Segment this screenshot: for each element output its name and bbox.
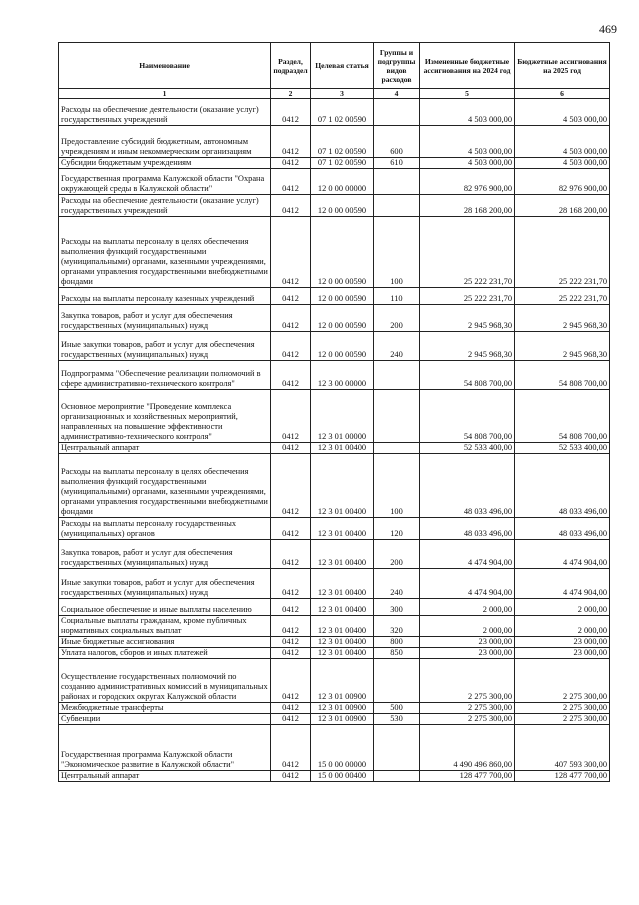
row-value-2025: 2 000,00: [515, 599, 610, 616]
row-group: [374, 99, 420, 126]
row-section: 0412: [271, 703, 311, 714]
row-section: 0412: [271, 288, 311, 305]
row-name: Осуществление государственных полномочий по созданию административных комиссий в муниципальных районах и городских округах Калужской области: [59, 659, 271, 703]
row-value-2025: 2 000,00: [515, 616, 610, 637]
row-target: 07 1 02 00590: [311, 99, 374, 126]
row-target: 12 3 01 00400: [311, 599, 374, 616]
table-row: [59, 454, 610, 518]
row-target: 12 0 00 00590: [311, 217, 374, 288]
row-group: [374, 771, 420, 782]
row-name: Субсидии бюджетным учреждениям: [59, 158, 271, 169]
row-value-2025: 2 945 968,30: [515, 305, 610, 332]
row-group: 200: [374, 305, 420, 332]
row-group: 200: [374, 540, 420, 569]
row-group: 850: [374, 648, 420, 659]
header-budget-2025: Бюджетные ассигнования на 2025 год: [515, 43, 610, 89]
row-section: 0412: [271, 725, 311, 771]
row-group: 100: [374, 454, 420, 518]
row-value-2024: 2 945 968,30: [420, 332, 515, 361]
row-name: Подпрограмма "Обеспечение реализации полномочий в сфере административно-технического контроля": [59, 361, 271, 390]
row-section: 0412: [271, 518, 311, 540]
page-number: 469: [599, 22, 617, 36]
row-section: 0412: [271, 390, 311, 443]
row-section: 0412: [271, 648, 311, 659]
row-target: 12 3 01 00400: [311, 569, 374, 599]
row-group: [374, 659, 420, 703]
row-name: Расходы на выплаты персоналу в целях обеспечения выполнения функций государственными (муниципальными) органами, казенными учреждениями, органами управления государственными внебюджетными фондами: [59, 454, 271, 518]
row-name: Социальные выплаты гражданам, кроме публичных нормативных социальных выплат: [59, 616, 271, 637]
row-value-2024: 2 000,00: [420, 616, 515, 637]
row-name: Государственная программа Калужской области "Экономическое развитие в Калужской области": [59, 725, 271, 771]
row-value-2025: 52 533 400,00: [515, 443, 610, 454]
row-name: Иные закупки товаров, работ и услуг для обеспечения государственных (муниципальных) нужд: [59, 332, 271, 361]
row-section: 0412: [271, 637, 311, 648]
row-value-2025: 2 275 300,00: [515, 659, 610, 703]
row-group: 800: [374, 637, 420, 648]
row-group: [374, 443, 420, 454]
row-value-2024: 54 808 700,00: [420, 361, 515, 390]
row-section: 0412: [271, 771, 311, 782]
row-target: 07 1 02 00590: [311, 158, 374, 169]
row-name: Центральный аппарат: [59, 771, 271, 782]
row-group: 500: [374, 703, 420, 714]
row-value-2025: 407 593 300,00: [515, 725, 610, 771]
table-row: [59, 616, 610, 637]
row-name: Расходы на обеспечение деятельности (оказание услуг) государственных учреждений: [59, 195, 271, 217]
row-value-2025: 54 808 700,00: [515, 390, 610, 443]
row-value-2025: 82 976 900,00: [515, 169, 610, 195]
row-target: 12 3 01 00400: [311, 648, 374, 659]
row-section: 0412: [271, 659, 311, 703]
row-target: 12 3 01 00900: [311, 703, 374, 714]
row-value-2024: 128 477 700,00: [420, 771, 515, 782]
row-group: 530: [374, 714, 420, 725]
row-section: 0412: [271, 361, 311, 390]
row-value-2024: 28 168 200,00: [420, 195, 515, 217]
row-value-2024: 25 222 231,70: [420, 217, 515, 288]
table-row: [59, 332, 610, 361]
header-target: Целевая статья: [311, 43, 374, 89]
row-section: 0412: [271, 169, 311, 195]
row-group: 240: [374, 332, 420, 361]
row-target: 12 3 01 00400: [311, 518, 374, 540]
row-target: 12 3 01 00400: [311, 616, 374, 637]
row-name: Закупка товаров, работ и услуг для обеспечения государственных (муниципальных) нужд: [59, 305, 271, 332]
row-value-2025: 25 222 231,70: [515, 288, 610, 305]
row-section: 0412: [271, 599, 311, 616]
row-name: Иные закупки товаров, работ и услуг для обеспечения государственных (муниципальных) нужд: [59, 569, 271, 599]
column-number: 5: [420, 89, 515, 99]
row-target: 15 0 00 00400: [311, 771, 374, 782]
row-value-2025: 28 168 200,00: [515, 195, 610, 217]
table-row: [59, 390, 610, 443]
table-header-row: [59, 43, 610, 89]
row-value-2025: 2 275 300,00: [515, 714, 610, 725]
row-target: 12 0 00 00590: [311, 305, 374, 332]
row-group: [374, 725, 420, 771]
row-target: 12 0 00 00590: [311, 195, 374, 217]
table-row: [59, 599, 610, 616]
row-value-2025: 4 474 904,00: [515, 540, 610, 569]
column-number: 6: [515, 89, 610, 99]
table-row: [59, 126, 610, 158]
row-value-2025: 25 222 231,70: [515, 217, 610, 288]
row-value-2024: 4 490 496 860,00: [420, 725, 515, 771]
row-name: Центральный аппарат: [59, 443, 271, 454]
row-group: [374, 361, 420, 390]
table-row: [59, 659, 610, 703]
row-section: 0412: [271, 454, 311, 518]
table-row: [59, 714, 610, 725]
row-group: 300: [374, 599, 420, 616]
table-row: [59, 443, 610, 454]
row-value-2025: 128 477 700,00: [515, 771, 610, 782]
table-row: [59, 637, 610, 648]
table-body: [59, 99, 610, 782]
table-row: [59, 540, 610, 569]
row-section: 0412: [271, 126, 311, 158]
row-group: 320: [374, 616, 420, 637]
row-value-2024: 2 945 968,30: [420, 305, 515, 332]
row-value-2025: 2 275 300,00: [515, 703, 610, 714]
column-number-row: [59, 89, 610, 99]
table-row: [59, 99, 610, 126]
row-name: Закупка товаров, работ и услуг для обеспечения государственных (муниципальных) нужд: [59, 540, 271, 569]
row-target: 12 3 01 00400: [311, 637, 374, 648]
row-section: 0412: [271, 569, 311, 599]
row-target: 12 3 00 00000: [311, 361, 374, 390]
row-section: 0412: [271, 217, 311, 288]
row-value-2025: 23 000,00: [515, 648, 610, 659]
row-group: 120: [374, 518, 420, 540]
header-groups: Группы и подгруппы видов расходов: [374, 43, 420, 89]
row-value-2024: 4 503 000,00: [420, 158, 515, 169]
row-value-2025: 4 503 000,00: [515, 126, 610, 158]
row-name: Уплата налогов, сборов и иных платежей: [59, 648, 271, 659]
row-value-2024: 4 503 000,00: [420, 99, 515, 126]
column-number: 3: [311, 89, 374, 99]
row-value-2024: 4 474 904,00: [420, 540, 515, 569]
row-section: 0412: [271, 158, 311, 169]
row-group: [374, 390, 420, 443]
row-section: 0412: [271, 99, 311, 126]
row-name: Расходы на обеспечение деятельности (оказание услуг) государственных учреждений: [59, 99, 271, 126]
row-section: 0412: [271, 332, 311, 361]
column-number: 1: [59, 89, 271, 99]
row-value-2024: 23 000,00: [420, 648, 515, 659]
row-value-2024: 2 275 300,00: [420, 659, 515, 703]
column-number: 2: [271, 89, 311, 99]
budget-table: [58, 42, 610, 782]
header-name: Наименование: [59, 43, 271, 89]
row-target: 12 3 01 00400: [311, 540, 374, 569]
row-value-2025: 48 033 496,00: [515, 454, 610, 518]
row-section: 0412: [271, 616, 311, 637]
table-row: [59, 771, 610, 782]
table-row: [59, 725, 610, 771]
row-value-2024: 23 000,00: [420, 637, 515, 648]
row-value-2024: 2 275 300,00: [420, 703, 515, 714]
table-row: [59, 158, 610, 169]
row-target: 12 3 01 00400: [311, 454, 374, 518]
table-row: [59, 195, 610, 217]
row-name: Расходы на выплаты персоналу казенных учреждений: [59, 288, 271, 305]
table-row: [59, 217, 610, 288]
row-value-2024: 54 808 700,00: [420, 390, 515, 443]
row-group: [374, 195, 420, 217]
row-target: 15 0 00 00000: [311, 725, 374, 771]
row-target: 12 3 01 00000: [311, 390, 374, 443]
row-group: 240: [374, 569, 420, 599]
row-section: 0412: [271, 714, 311, 725]
row-value-2025: 4 503 000,00: [515, 158, 610, 169]
row-value-2024: 52 533 400,00: [420, 443, 515, 454]
row-value-2024: 48 033 496,00: [420, 518, 515, 540]
row-target: 12 3 01 00900: [311, 714, 374, 725]
row-section: 0412: [271, 443, 311, 454]
row-value-2024: 2 275 300,00: [420, 714, 515, 725]
table-row: [59, 569, 610, 599]
row-target: 12 3 01 00900: [311, 659, 374, 703]
row-value-2025: 2 945 968,30: [515, 332, 610, 361]
row-group: 610: [374, 158, 420, 169]
row-name: Социальное обеспечение и иные выплаты населению: [59, 599, 271, 616]
table-row: [59, 518, 610, 540]
row-value-2024: 25 222 231,70: [420, 288, 515, 305]
column-number: 4: [374, 89, 420, 99]
row-name: Расходы на выплаты персоналу государственных (муниципальных) органов: [59, 518, 271, 540]
row-group: 110: [374, 288, 420, 305]
table-row: [59, 305, 610, 332]
row-value-2025: 23 000,00: [515, 637, 610, 648]
row-value-2024: 48 033 496,00: [420, 454, 515, 518]
row-name: Предоставление субсидий бюджетным, автономным учреждениям и иным некоммерческим организациям: [59, 126, 271, 158]
row-value-2024: 2 000,00: [420, 599, 515, 616]
row-value-2025: 48 033 496,00: [515, 518, 610, 540]
row-value-2025: 54 808 700,00: [515, 361, 610, 390]
row-name: Межбюджетные трансферты: [59, 703, 271, 714]
row-value-2025: 4 503 000,00: [515, 99, 610, 126]
row-value-2024: 4 503 000,00: [420, 126, 515, 158]
row-target: 12 0 00 00590: [311, 288, 374, 305]
row-name: Расходы на выплаты персоналу в целях обеспечения выполнения функций государственными (муниципальными) органами, казенными учреждениями, органами управления государственными внебюджетными фондами: [59, 217, 271, 288]
row-name: Субвенции: [59, 714, 271, 725]
row-group: [374, 169, 420, 195]
header-amended-2024: Измененные бюджетные ассигнования на 2024 год: [420, 43, 515, 89]
row-group: 600: [374, 126, 420, 158]
row-name: Основное мероприятие "Проведение комплекса организационных и хозяйственных мероприятий, направленных на повышение эффективности административно-технического контроля": [59, 390, 271, 443]
row-name: Иные бюджетные ассигнования: [59, 637, 271, 648]
row-name: Государственная программа Калужской области "Охрана окружающей среды в Калужской области": [59, 169, 271, 195]
row-section: 0412: [271, 305, 311, 332]
table-row: [59, 361, 610, 390]
row-target: 12 0 00 00590: [311, 332, 374, 361]
header-section: Раздел, подраздел: [271, 43, 311, 89]
row-target: 12 0 00 00000: [311, 169, 374, 195]
row-target: 07 1 02 00590: [311, 126, 374, 158]
row-section: 0412: [271, 195, 311, 217]
row-group: 100: [374, 217, 420, 288]
table-row: [59, 703, 610, 714]
table-row: [59, 648, 610, 659]
table-row: [59, 169, 610, 195]
row-section: 0412: [271, 540, 311, 569]
row-value-2024: 82 976 900,00: [420, 169, 515, 195]
row-value-2024: 4 474 904,00: [420, 569, 515, 599]
table-row: [59, 288, 610, 305]
row-value-2025: 4 474 904,00: [515, 569, 610, 599]
row-target: 12 3 01 00400: [311, 443, 374, 454]
